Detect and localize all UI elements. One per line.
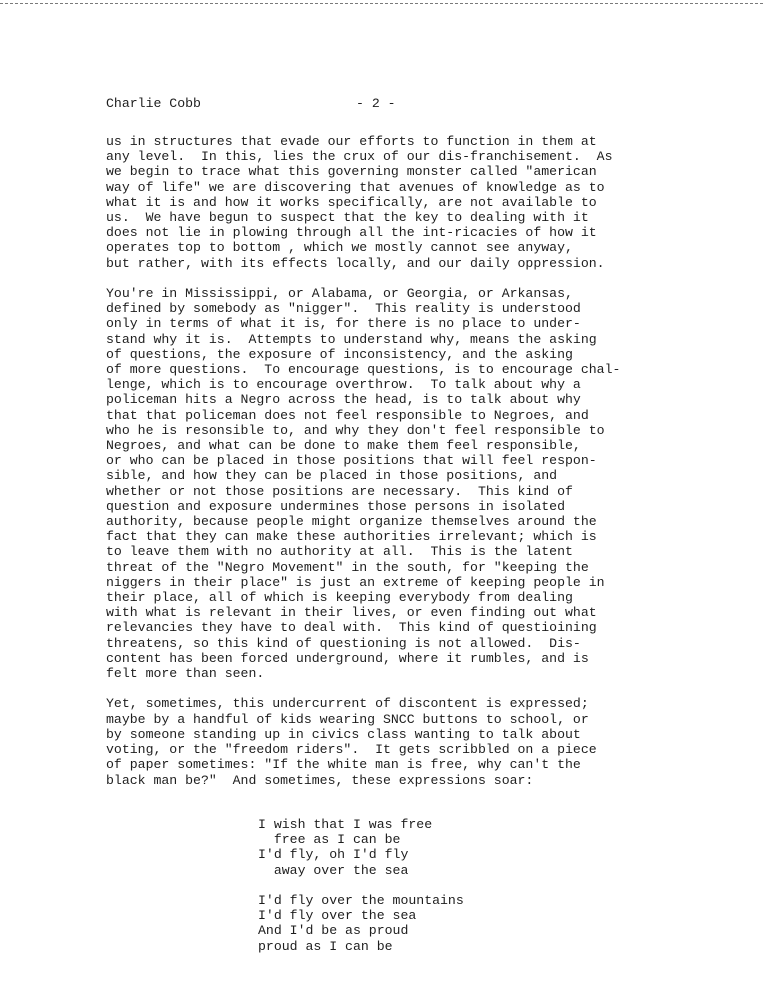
page-number: - 2 - xyxy=(356,96,396,111)
page-header xyxy=(106,95,706,115)
author-name: Charlie Cobb xyxy=(106,96,201,111)
paragraph: Yet, sometimes, this undercurrent of discontent is expressed; maybe by a handful of kids wearing SNCC buttons to school, or by someone standing up in civics class wanting to talk about voting, or the "freedom riders". It gets scribbled on a piece of paper sometimes: "If the white man is free, why can't the black man be?" And sometimes, these expressions soar: xyxy=(106,696,597,788)
paragraph: You're in Mississippi, or Alabama, or Georgia, or Arkansas, defined by somebody as "nigger". This reality is understood only in terms of what it is, for there is no place to under- stand why it is. Attempts to understand why, means the asking of questions, the exposure of inconsistency, and the asking of more questions. To encourage questions, is to encourage chal- lenge, which is to encourage overthrow. To talk about why a policeman hits a Negro across the head, is to talk about why that that policeman does not feel responsible to Negroes, and who he is resonsible to, and why they don't feel responsible to Negroes, and what can be done to make them feel responsible, or who can be placed in those positions that will feel respon- sible, and how they can be placed in those positions, and whether or not those positions are necessary. This kind of question and exposure undermines those persons in isolated authority, because people might organize themselves around the fact that they can make these authorities irrelevant; which is to leave them with no authority at all. This is the latent threat of the "Negro Movement" in the south, for "keeping the niggers in their place" is just an extreme of keeping people in their place, all of which is keeping everybody from dealing with what is relevant in their lives, or even finding out what relevancies they have to deal with. This kind of questioining threatens, so this kind of questioning is not allowed. Dis- content has been forced underground, where it rumbles, and is felt more than seen. xyxy=(106,286,621,682)
poem-stanza: I'd fly over the mountains I'd fly over the sea And I'd be as proud proud as I can be xyxy=(258,893,464,954)
body-text xyxy=(106,134,676,803)
poem xyxy=(258,817,558,954)
paragraph: us in structures that evade our efforts to function in them at any level. In this, lies the crux of our dis-franchisement. As we begin to trace what this governing monster called "american way of life" we are discovering that avenues of knowledge as to what it is and how it works specifically, are not available to us. We have begun to suspect that the key to dealing with it does not lie in plowing through all the int-ricacies of how it operates top to bottom , which we mostly cannot see anyway, but rather, with its effects locally, and our daily oppression. xyxy=(106,134,613,271)
page-top-border xyxy=(0,3,763,4)
poem-stanza: I wish that I was free free as I can be I'd fly, oh I'd fly away over the sea xyxy=(258,817,433,878)
